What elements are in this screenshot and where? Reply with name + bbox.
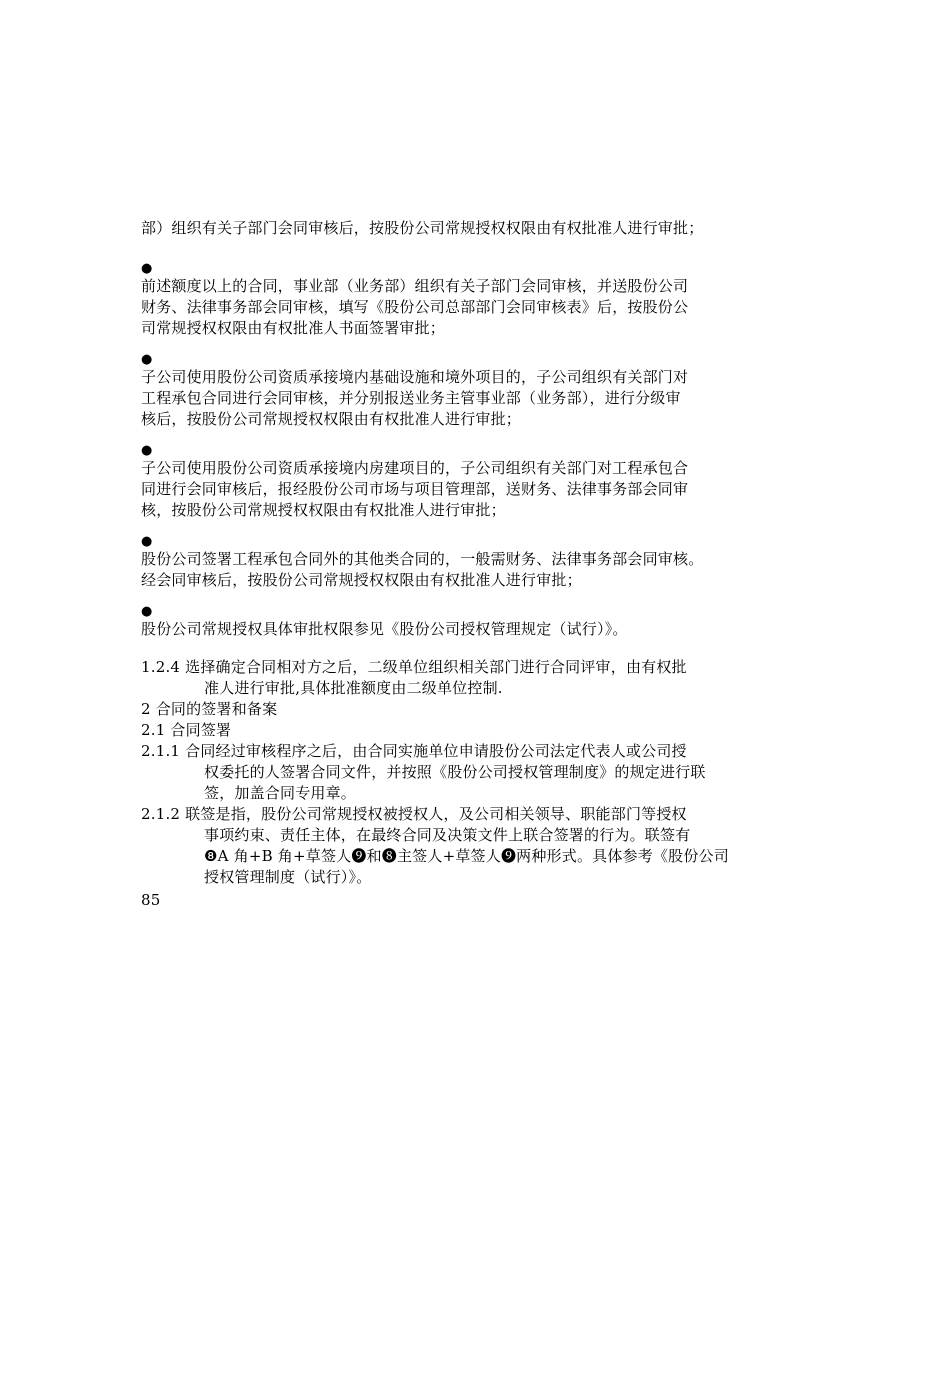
bullet-line: 同进行会同审核后，报经股份公司市场与项目管理部，送财务、法律事务部会同审 (141, 480, 689, 498)
page-number: 85 (141, 891, 161, 909)
bullet-line: 核，按股份公司常规授权权限由有权批准人进行审批； (141, 501, 506, 519)
section-2-1-2 (141, 804, 821, 888)
section-1-2-4 (141, 657, 821, 699)
section-line: 权委托的人签署合同文件，并按照《股份公司授权管理制度》的规定进行联 (204, 763, 706, 781)
page-body (141, 218, 821, 911)
bullet-item (141, 458, 821, 521)
heading-2-1: 2.1 合同签署 (141, 721, 232, 739)
heading-2: 2 合同的签署和备案 (141, 700, 278, 718)
bullet-line: 司常规授权权限由有权批准人书面签署审批； (141, 319, 446, 337)
bullet-item (141, 549, 821, 591)
section-line: 授权管理制度（试行）》。 (204, 868, 372, 886)
section-line: 签，加盖合同专用章。 (204, 784, 357, 802)
section-line: 2.1.1 合同经过审核程序之后，由合同实施单位申请股份公司法定代表人或公司授 (141, 742, 687, 760)
bullet-item (141, 276, 821, 339)
bullet-line: 子公司使用股份公司资质承接境内房建项目的，子公司组织有关部门对工程承包合 (141, 459, 689, 477)
section-line: ❽A 角+B 角+草签人❾和❽主签人+草签人❾两种形式。具体参考《股份公司 (204, 847, 729, 865)
bullet-line: 财务、法律事务部会同审核，填写《股份公司总部部门会同审核表》后，按股份公 (141, 298, 689, 316)
bullet-marker: ● (141, 604, 153, 619)
section-2-1-1 (141, 741, 821, 804)
bullet-line: 股份公司常规授权具体审批权限参见《股份公司授权管理规定（试行）》。 (141, 620, 628, 638)
bullet-line: 子公司使用股份公司资质承接境内基础设施和境外项目的，子公司组织有关部门对 (141, 368, 689, 386)
bullet-marker: ● (141, 443, 153, 458)
section-line: 2.1.2 联签是指，股份公司常规授权被授权人，及公司相关领导、职能部门等授权 (141, 805, 687, 823)
intro-line: 部）组织有关子部门会同审核后，按股份公司常规授权权限由有权批准人进行审批； (141, 219, 704, 237)
bullet-line: 工程承包合同进行会同审核，并分别报送业务主管事业部（业务部），进行分级审 (141, 389, 681, 407)
bullet-line: 股份公司签署工程承包合同外的其他类合同的，一般需财务、法律事务部会同审核。 (141, 550, 704, 568)
bullet-item (141, 619, 821, 640)
bullet-marker: ● (141, 534, 153, 549)
section-line: 事项约束、责任主体，在最终合同及决策文件上联合签署的行为。联签有 (204, 826, 691, 844)
bullet-line: 核后，按股份公司常规授权权限由有权批准人进行审批； (141, 410, 522, 428)
bullet-marker: ● (141, 261, 153, 276)
section-line: 1.2.4 选择确定合同相对方之后，二级单位组织相关部门进行合同评审，由有权批 (141, 658, 687, 676)
bullet-item (141, 367, 821, 430)
bullet-line: 经会同审核后，按股份公司常规授权权限由有权批准人进行审批； (141, 571, 582, 589)
bullet-marker: ● (141, 352, 153, 367)
spacer (141, 640, 821, 657)
bullet-line: 前述额度以上的合同，事业部（业务部）组织有关子部门会同审核，并送股份公司 (141, 277, 689, 295)
section-line: 准人进行审批,具体批准额度由二级单位控制. (204, 679, 503, 697)
